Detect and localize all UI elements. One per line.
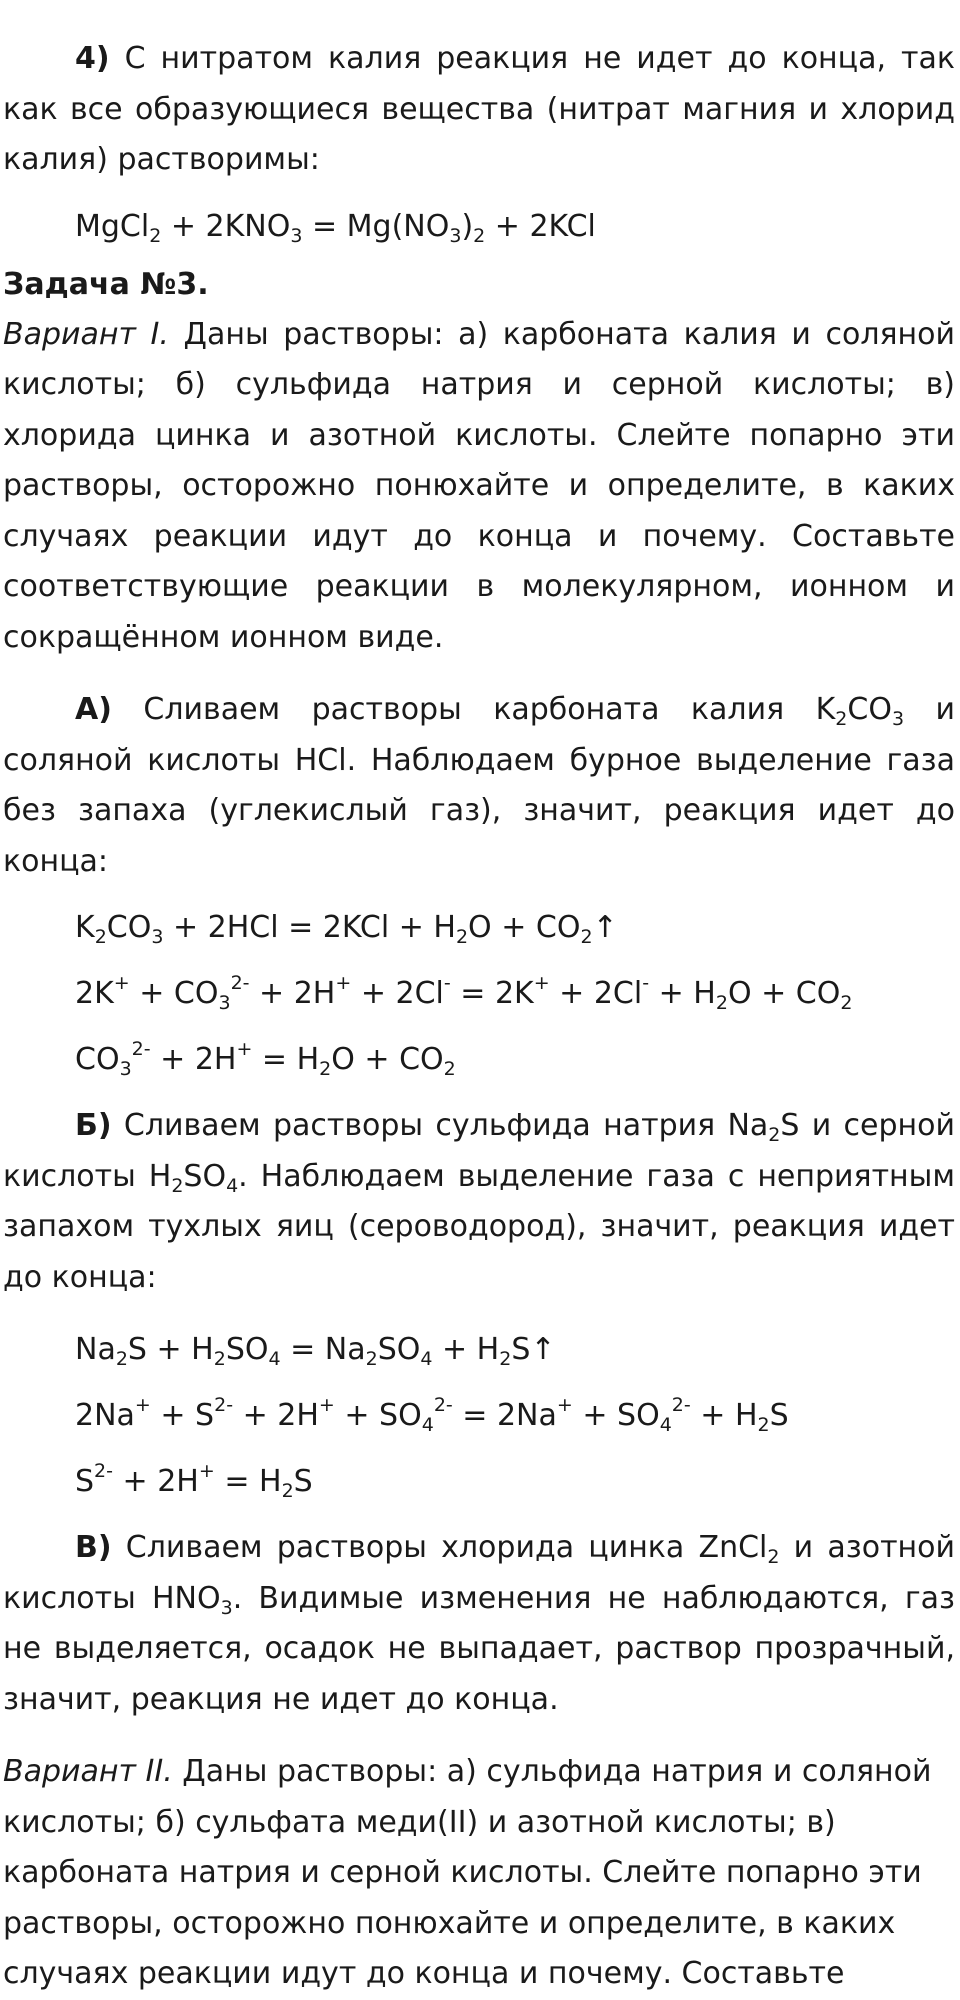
- formula-fragment: Сливаем растворы сульфида натрия Na: [111, 1108, 769, 1143]
- formula-fragment: 2: [757, 1414, 770, 1436]
- formula-fragment: 2: [94, 926, 107, 948]
- formula-fragment: 2: [499, 1348, 512, 1370]
- paragraph-part-a: [3, 685, 955, 887]
- formula-fragment: 2: [840, 992, 853, 1014]
- formula-fragment: K: [75, 910, 95, 945]
- formula-fragment: Na: [75, 1332, 116, 1367]
- formula-fragment: S: [293, 1464, 313, 1499]
- formula-fragment: CO: [847, 692, 892, 727]
- formula-fragment: 2: [149, 224, 162, 247]
- formula-fragment: +: [198, 1460, 215, 1482]
- variant-1-label: Вариант I.: [3, 316, 169, 352]
- formula-fragment: + 2H: [150, 1042, 237, 1077]
- formula-fragment: MgCl: [75, 208, 150, 244]
- formula-fragment: + SO: [572, 1398, 660, 1433]
- formula-fragment: +: [556, 1394, 573, 1416]
- formula-fragment: = 2Na: [452, 1398, 557, 1433]
- formula-fragment: +: [236, 1038, 253, 1060]
- formula-fragment: 2K: [75, 976, 114, 1011]
- formula-fragment: S: [769, 1398, 789, 1433]
- paragraph-variant-1: [3, 310, 955, 664]
- paragraph-part-v: [3, 1523, 955, 1725]
- formula-fragment: + H: [432, 1332, 500, 1367]
- equation-b-ionic: [3, 1391, 960, 1441]
- formula-fragment: + H: [690, 1398, 758, 1433]
- formula-fragment: 2: [767, 1546, 780, 1568]
- formula-fragment: 2: [115, 1348, 128, 1370]
- formula-fragment: + H: [649, 976, 716, 1011]
- formula-fragment: S и серной кислоты H: [3, 1108, 955, 1194]
- formula-fragment: + 2Cl: [351, 976, 444, 1011]
- formula-fragment: +: [335, 972, 352, 994]
- formula-fragment: 2: [580, 926, 593, 948]
- formula-fragment: S↑: [511, 1332, 556, 1367]
- formula-fragment: ): [461, 208, 474, 244]
- formula-fragment: 4: [659, 1414, 672, 1436]
- formula-fragment: Сливаем растворы хлорида цинка ZnCl: [111, 1530, 768, 1565]
- formula-fragment: -: [642, 972, 650, 994]
- formula-fragment: 3: [218, 992, 231, 1014]
- equation-part-4: [3, 202, 960, 252]
- formula-fragment: + S: [150, 1398, 215, 1433]
- formula-fragment: = 2K: [450, 976, 534, 1011]
- part-v-label: В): [75, 1530, 112, 1565]
- formula-fragment: SO: [225, 1332, 269, 1367]
- part-4-text: С нитратом калия реакция не идет до конца, так как все образующиеся вещества (нитрат магния и хлорид калия) растворимы:: [3, 41, 955, 177]
- formula-fragment: SO: [183, 1158, 227, 1194]
- formula-fragment: 2-: [433, 1394, 453, 1416]
- formula-fragment: 2-: [214, 1394, 234, 1416]
- formula-fragment: O + CO: [331, 1042, 444, 1077]
- formula-fragment: 3: [220, 1596, 233, 1619]
- formula-fragment: ↑: [592, 910, 618, 945]
- formula-fragment: 3: [151, 926, 164, 948]
- part-4-label: 4): [75, 41, 110, 76]
- formula-fragment: 2-: [94, 1460, 113, 1482]
- formula-fragment: S + H: [127, 1332, 214, 1367]
- paragraph-variant-2: [3, 1747, 955, 2000]
- equation-b-short-ionic: [3, 1457, 960, 1507]
- formula-fragment: 3: [891, 708, 905, 730]
- formula-fragment: 2: [835, 708, 848, 730]
- formula-fragment: 2-: [671, 1394, 691, 1416]
- part-a-label: А): [75, 692, 112, 727]
- variant-2-label: Вариант II.: [3, 1754, 173, 1789]
- formula-fragment: 2: [473, 224, 486, 247]
- part-b-label: Б): [75, 1108, 112, 1143]
- formula-fragment: 2: [365, 1348, 378, 1370]
- formula-fragment: CO: [106, 910, 152, 945]
- formula-fragment: + 2H: [249, 976, 336, 1011]
- formula-fragment: 4: [226, 1174, 239, 1197]
- variant-1-text: Даны растворы: а) карбоната калия и соляной кислоты; б) сульфида натрия и серной кислоты; в) хлорида цинка и азотной кислоты. Слейте попарно эти растворы, осторожно понюхайте и определите, в каких случаях реакции идут до конца и почему. Составьте соответствующие реакции в молекулярном, ионном и сокращённом ионном виде.: [3, 316, 956, 655]
- formula-fragment: = Mg(NO: [302, 208, 450, 244]
- formula-fragment: . Видимые изменения не наблюдаются, газ не выделяется, осадок не выпадает, раствор прозрачный, значит, реакция не идет до конца.: [3, 1580, 955, 1717]
- equation-b-molecular: [3, 1325, 960, 1375]
- formula-fragment: +: [318, 1394, 335, 1416]
- formula-fragment: 4: [420, 1348, 433, 1370]
- equation-a-short-ionic: [3, 1035, 960, 1085]
- formula-fragment: O + CO: [727, 976, 841, 1011]
- formula-fragment: SO: [377, 1332, 421, 1367]
- formula-fragment: 4: [268, 1348, 281, 1370]
- formula-fragment: +: [113, 972, 130, 994]
- paragraph-part-4: [3, 34, 955, 186]
- formula-fragment: + 2H: [113, 1464, 199, 1499]
- formula-fragment: 2: [455, 926, 469, 948]
- formula-fragment: -: [443, 972, 451, 994]
- formula-fragment: 2Na: [75, 1398, 135, 1433]
- formula-fragment: + 2HCl = 2KCl + H: [163, 910, 456, 945]
- formula-fragment: Сливаем растворы карбоната калия K: [111, 692, 836, 727]
- formula-fragment: 2: [715, 992, 728, 1014]
- formula-fragment: = Na: [280, 1332, 366, 1367]
- equation-a-ionic: [3, 969, 960, 1019]
- formula-fragment: и азотной кислоты HNO: [3, 1530, 956, 1616]
- formula-fragment: + SO: [334, 1398, 422, 1433]
- formula-fragment: 3: [290, 224, 303, 247]
- formula-fragment: +: [134, 1394, 151, 1416]
- formula-fragment: + CO: [129, 976, 219, 1011]
- formula-fragment: 2: [443, 1058, 456, 1080]
- formula-fragment: 2: [768, 1124, 781, 1146]
- formula-fragment: + 2Cl: [549, 976, 643, 1011]
- formula-fragment: CO: [75, 1042, 120, 1077]
- formula-fragment: 2-: [230, 972, 250, 994]
- formula-fragment: 3: [119, 1058, 132, 1080]
- paragraph-part-b: [3, 1101, 955, 1303]
- formula-fragment: 2-: [131, 1038, 151, 1060]
- formula-fragment: S: [75, 1464, 95, 1499]
- formula-fragment: + 2H: [233, 1398, 319, 1433]
- formula-fragment: +: [533, 972, 550, 994]
- formula-fragment: 3: [449, 224, 462, 247]
- variant-2-text: Даны растворы: а) сульфида натрия и соляной кислоты; б) сульфата меди(II) и азотной кислоты; в) карбоната натрия и серной кислоты. Слейте попарно эти растворы, осторожно понюхайте и определите, в каких случаях реакции идут до конца и почему. Составьте: [3, 1754, 932, 1991]
- formula-fragment: + 2KCl: [485, 208, 596, 244]
- formula-fragment: = H: [252, 1042, 320, 1077]
- equation-a-molecular: [3, 903, 960, 953]
- formula-fragment: + 2KNO: [161, 208, 291, 244]
- formula-fragment: O + CO: [468, 910, 581, 945]
- formula-fragment: 2: [213, 1348, 226, 1370]
- formula-fragment: и соляной кислоты HCl. Наблюдаем бурное выделение газа без запаха (углекислый газ), значит, реакция идет до конца:: [3, 692, 955, 879]
- task-title: Задача №3.: [3, 266, 209, 302]
- formula-fragment: 2: [281, 1480, 294, 1502]
- formula-fragment: 4: [421, 1414, 434, 1436]
- formula-fragment: = H: [214, 1464, 282, 1499]
- formula-fragment: . Наблюдаем выделение газа с неприятным запахом тухлых яиц (сероводород), значит, реакция идет до конца:: [3, 1158, 955, 1295]
- formula-fragment: 2: [171, 1174, 184, 1197]
- formula-fragment: 2: [319, 1058, 332, 1080]
